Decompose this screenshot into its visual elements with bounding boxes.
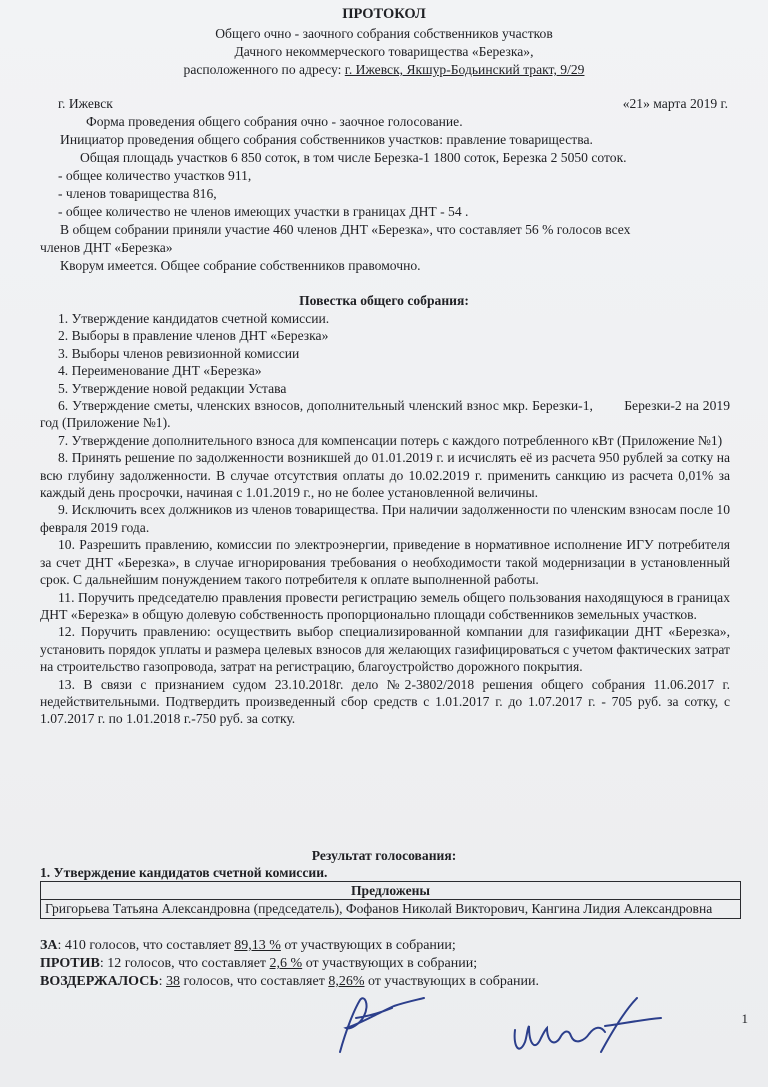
vote-abstain-label: ВОЗДЕРЖАЛОСЬ bbox=[40, 974, 159, 989]
vote-abstain-mid: голосов, что составляет bbox=[180, 974, 329, 989]
agenda-item-8: 8. Принять решение по задолженности возникшей до 01.01.2019 г. и исчислять её из расчета 950 рублей за сотку на всю глубину задолженности. В случае отсутствия оплаты до 10.02.2019 г. применить санкцию из расчета 0,01% за каждый день просрочки, начиная с 1.01.2019 г., но не более установленной величины. bbox=[40, 450, 730, 501]
results-item-title: 1. Утверждение кандидатов счетной комиссии. bbox=[40, 865, 328, 880]
vote-against-percent: 2,6 % bbox=[269, 956, 303, 971]
vote-for bbox=[40, 937, 456, 954]
vote-abstain-text: : bbox=[158, 974, 166, 989]
agenda-item-12: 12. Поручить правлению: осуществить выбор специализированной компании для газификации ДНТ «Березка», установить порядок уплаты и размера целевых взносов для желающих газифицироваться с учетом фактических затрат на строительство газопровода, затрат на регистрацию, благоустройство дорожного покрытия. bbox=[40, 624, 730, 675]
vote-abstain-count: 38 bbox=[166, 974, 180, 989]
agenda-item-5: 5. Утверждение новой редакции Устава bbox=[58, 380, 287, 396]
table-row bbox=[41, 882, 741, 900]
address-value: г. Ижевск, Якшур-Бодьинский тракт, 9/29 bbox=[344, 62, 585, 77]
candidates-table bbox=[40, 881, 741, 919]
members-count: - членов товарищества 816, bbox=[58, 186, 217, 201]
candidates-cell: Григорьева Татьяна Александровна (председатель), Фофанов Николай Викторович, Кангина Лидия Александровна bbox=[41, 900, 741, 918]
agenda-item-13: 13. В связи с признанием судом 23.10.2018г. дело №2-3802/2018 решения общего собрания 11.06.2017 г. недействительными. Подтвердить произведенный сбор средств с 1.01.2017 г. до 1.07.2017 г. - 705 руб. за сотку, с 1.07.2017 г. по 1.01.2018 г.-750 руб. за сотку. bbox=[40, 676, 730, 727]
document-title: ПРОТОКОЛ bbox=[342, 6, 426, 22]
vote-abstain-suffix: от участвующих в собрании. bbox=[364, 974, 540, 989]
agenda-item-3: 3. Выборы членов ревизионной комиссии bbox=[58, 345, 300, 361]
agenda-item-11: 11. Поручить председателю правления провести регистрацию земель общего пользования находящуюся в границах ДНТ «Березка» в общую долевую собственность пропорционально площади собственников земельных участков. bbox=[40, 589, 730, 622]
agenda-item-2: 2. Выборы в правление членов ДНТ «Березка» bbox=[58, 328, 329, 344]
city: г. Ижевск bbox=[58, 96, 113, 111]
agenda-list bbox=[40, 310, 734, 728]
meeting-form: Форма проведения общего собрания очно - заочное голосование. bbox=[86, 114, 463, 129]
agenda-item-10: 10. Разрешить правлению, комиссии по электроэнергии, приведение в нормативное исполнение ИГУ потребителя за счет ДНТ «Березка», в случае игнорирования требования о необходимости такой модернизации в установленный срок. С дальнейшим понуждением такого потребителя к оплате выполненной работы. bbox=[40, 537, 730, 588]
vote-against-label: ПРОТИВ bbox=[40, 956, 100, 971]
header-line-organization: Дачного некоммерческого товарищества «Березка», bbox=[234, 44, 534, 59]
table-header-proposed: Предложены bbox=[41, 882, 741, 900]
meeting-initiator: Инициатор проведения общего собрания собственников участков: правление товарищества. bbox=[60, 132, 593, 147]
participation-line-1: В общем собрании приняли участие 460 членов ДНТ «Березка», что составляет 56 % голосов всех bbox=[60, 222, 631, 237]
signature-chairman bbox=[320, 990, 430, 1064]
address-prefix: расположенного по адресу: bbox=[183, 62, 345, 77]
vote-abstain bbox=[40, 973, 539, 990]
vote-against bbox=[40, 955, 477, 972]
date: «21» марта 2019 г. bbox=[622, 96, 728, 111]
agenda-item-4: 4. Переименование ДНТ «Березка» bbox=[58, 363, 262, 379]
vote-against-text: : 12 голосов, что составляет bbox=[99, 956, 270, 971]
agenda-item-1: 1. Утверждение кандидатов счетной комиссии. bbox=[58, 311, 330, 326]
table-row bbox=[41, 900, 741, 918]
agenda-item-9: 9. Исключить всех должников из членов товарищества. При наличии задолженности по членским взносам после 10 февраля 2019 года. bbox=[40, 502, 730, 535]
vote-against-suffix: от участвующих в собрании; bbox=[302, 956, 478, 971]
vote-for-percent: 89,13 % bbox=[234, 938, 281, 953]
agenda-title: Повестка общего собрания: bbox=[299, 293, 469, 308]
vote-for-label: ЗА bbox=[40, 938, 58, 953]
total-plots: - общее количество участков 911, bbox=[58, 168, 252, 183]
results-title: Результат голосования: bbox=[311, 848, 457, 863]
vote-for-suffix: от участвующих в собрании; bbox=[280, 938, 456, 953]
participation-line-2: членов ДНТ «Березка» bbox=[40, 240, 173, 255]
non-members-count: - общее количество не членов имеющих участки в границах ДНТ - 54 . bbox=[58, 204, 469, 219]
header-line-meeting: Общего очно - заочного собрания собственников участков bbox=[215, 26, 553, 41]
page-number: 1 bbox=[741, 1011, 748, 1026]
vote-for-text: : 410 голосов, что составляет bbox=[57, 938, 235, 953]
header-line-address bbox=[0, 61, 768, 78]
agenda-item-6: 6. Утверждение сметы, членских взносов, дополнительный членский взнос мкр. Березки-1, Березки-2 на 2019 год (Приложение №1). bbox=[40, 398, 734, 431]
agenda-item-7: 7. Утверждение дополнительного взноса для компенсации потерь с каждого потребленного кВт (Приложение №1) bbox=[58, 432, 723, 448]
vote-abstain-percent: 8,26% bbox=[328, 974, 365, 989]
quorum-statement: Кворум имеется. Общее собрание собственников правомочно. bbox=[60, 258, 421, 273]
total-area: Общая площадь участков 6 850 соток, в том числе Березка-1 1800 соток, Березка 2 5050 соток. bbox=[80, 150, 627, 165]
signature-secretary bbox=[505, 990, 665, 1074]
